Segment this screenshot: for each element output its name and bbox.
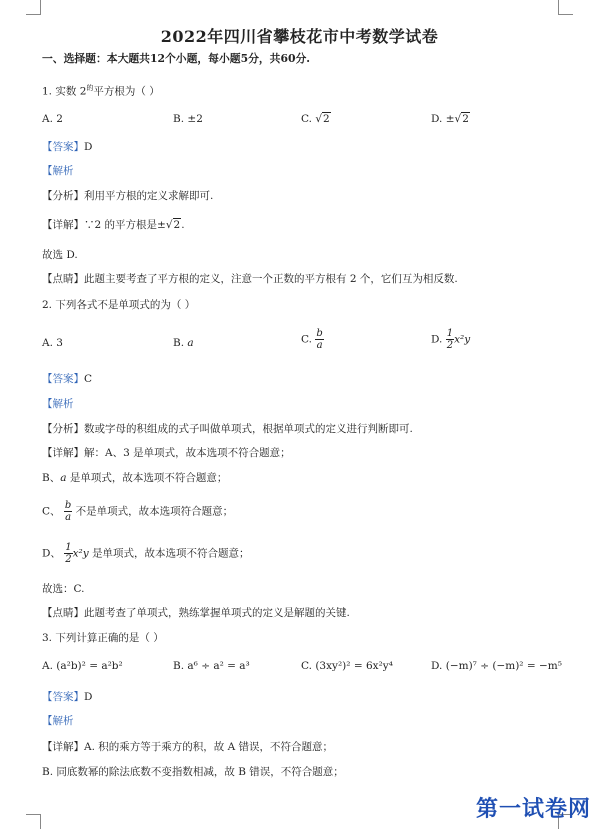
fraction-numerator: b [64,500,72,511]
q2-stem: 2. 下列各式不是单项式的为（ ） [42,299,196,311]
q1-guxuan: 故选 D. [42,249,78,261]
line-variable: a [60,472,67,484]
q2-line-b [42,471,227,485]
q1-answer [42,140,92,154]
answer-value: D [84,141,93,153]
q2-option-d-term: x²y [454,333,471,346]
q1-option-d-sign: ± [445,113,455,125]
q1-xiangjie-text: 【详解】∵2 的平方根是± [42,219,166,231]
line-label: C、 [42,505,61,518]
q1-option-d-radicand: 2 [462,113,469,125]
q1-analysis-tag: 【解析 [42,165,74,177]
q2-guxuan: 故选：C. [42,583,85,595]
corner-mark-bottom-left [26,814,41,829]
fraction-denominator: 2 [65,554,72,565]
q3-line-b: B. 同底数幂的除法底数不变指数相减，故 B 错误，不符合题意； [42,766,344,778]
q3-xiangjie: 【详解】A. 积的乘方等于乘方的积，故 A 错误，不符合题意； [42,741,334,753]
q1-fenxi: 【分析】利用平方根的定义求解即可. [42,190,214,202]
corner-mark-top-right [558,0,573,15]
q2-option-b-value: a [187,337,194,349]
q2-fenxi: 【分析】数或字母的积组成的式子叫做单项式，根据单项式的定义进行判断即可. [42,423,413,435]
q3-option-b: B. a⁶ ÷ a² = a³ [173,660,250,672]
q1-option-a: A. 2 [42,113,63,125]
q3-analysis-tag: 【解析 [42,715,74,727]
fraction-numerator: 1 [446,328,454,339]
q2-option-b [173,336,194,350]
q2-line-d [42,542,250,565]
q1-stem-text: 1. 实数 2 [42,85,87,98]
q1-option-d-label: D. [431,113,443,125]
watermark-logo: 第一试卷网 [475,797,591,822]
q1-option-c-label: C. [301,113,312,125]
q1-xiangjie-radicand: 2 [173,219,181,231]
answer-tag: 【答案】 [42,141,84,153]
q2-option-d-label: D. [431,333,443,346]
q3-answer [42,690,92,704]
q1-option-b-label: B. [173,113,185,125]
q1-xiangjie-end: . [181,219,185,231]
line-text: 是单项式，故本选项不符合题意； [69,472,228,484]
q2-line-c-fraction [64,500,72,523]
q2-option-d-fraction [446,328,454,351]
q1-option-b [173,112,203,126]
answer-value: C [84,373,93,385]
fraction-denominator: a [65,512,72,523]
fraction-denominator: a [316,340,323,351]
q1-stem [42,81,160,99]
line-term: x²y [72,547,89,560]
q2-line-d-fraction [64,542,72,565]
answer-tag: 【答案】 [42,373,84,385]
page-title: 2022年四川省攀枝花市中考数学试卷 [160,27,439,46]
q1-option-c: C. √2 [301,113,330,125]
q2-option-c-fraction [315,328,323,351]
q1-option-d: D. ±√2 [431,113,469,125]
q3-option-d: D. (−m)⁷ ÷ (−m)² = −m⁵ [431,660,562,672]
q2-option-c [301,328,324,351]
q1-dianjing: 【点睛】此题主要考查了平方根的定义，注意一个正数的平方根有 2 个，它们互为相反数. [42,273,458,285]
q2-option-d [431,328,470,351]
q1-option-b-value: ±2 [187,113,203,125]
q3-option-a: A. (a²b)² = a²b² [42,660,123,672]
q2-option-a: A. 3 [42,337,63,349]
q2-xiangjie: 【详解】解：A、3 是单项式，故本选项不符合题意； [42,447,291,459]
answer-value: D [84,691,93,703]
q2-line-c [42,500,233,523]
q3-option-c: C. (3xy²)² = 6x²y⁴ [301,660,393,672]
line-text: 是单项式，故本选项不符合题意； [92,547,250,560]
fraction-denominator: 2 [446,340,454,351]
q2-answer [42,372,92,386]
corner-mark-top-left [26,0,41,15]
answer-tag: 【答案】 [42,691,84,703]
q2-analysis-tag: 【解析 [42,398,74,410]
line-label: D、 [42,547,61,560]
q1-option-c-radicand: 2 [323,113,330,125]
q1-stem-tail: 平方根为（ ） [93,85,160,98]
fraction-numerator: 1 [65,542,72,553]
q1-xiangjie: 【详解】∵2 的平方根是±√2. [42,219,185,231]
q1-stem-sup: 的 [86,84,94,92]
fraction-numerator: b [316,328,323,339]
q2-dianjing: 【点睛】此题考查了单项式，熟练掌握单项式的定义是解题的关键. [42,607,350,619]
q2-option-c-label: C. [301,333,312,346]
q3-stem: 3. 下列计算正确的是（ ） [42,632,164,644]
section-heading: 一、选择题：本大题共12个小题，每小题5分，共60分. [42,52,311,65]
q2-option-b-label: B. [173,337,185,349]
line-text: 不是单项式，故本选项符合题意； [75,505,234,518]
line-label: B、 [42,472,61,484]
